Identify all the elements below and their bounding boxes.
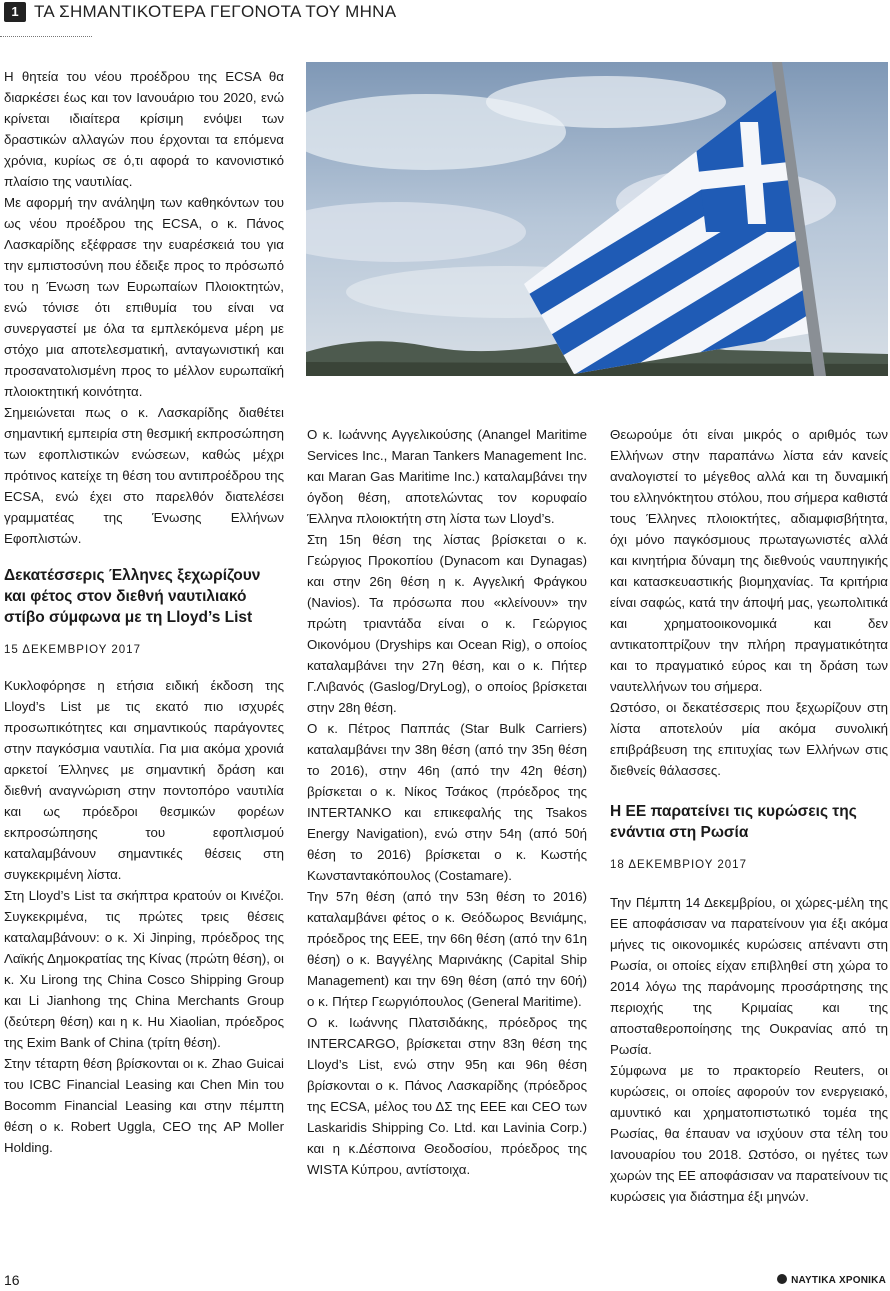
brand-name: ΝΑΥΤΙΚΑ ΧΡΟΝΙΚΑ [791, 1275, 886, 1286]
intro-paragraph: Η θητεία του νέου προέδρου της ECSA θα διαρκέσει έως και τον Ιανουάριο του 2020, ενώ κρίνεται ιδιαίτερα κρίσιμη ενόψει των δραστικών αλλαγών που έρχονται τα επόμενα χρόνια, κυρίως σε ό,τι αφορά το κανονιστικό πλαίσιο της ναυτιλίας. [4, 69, 284, 189]
section-badge: 1 [4, 2, 26, 22]
article-paragraph: Ο κ. Ιωάννης Αγγελικούσης (Anangel Maritime Services Inc., Maran Tankers Management Inc. και Maran Gas Maritime Inc.) καταλαμβάνει την όγδοη θέση, αποτελώντας τον κορυφαίο Έλληνα πλοιοκτήτη στη λίστα των Lloyd’s. [307, 427, 587, 526]
article-title-sanctions: Η ΕΕ παρατείνει τις κυρώσεις της ενάντια στη Ρωσία [610, 803, 857, 841]
column-right [610, 424, 888, 1207]
publication-brand [777, 1274, 886, 1286]
page-number: 16 [4, 1272, 20, 1288]
article-paragraph: Ωστόσο, οι δεκατέσσερις που ξεχωρίζουν στη λίστα αποτελούν μία ακόμα συνολική επιβράβευση της επιτυχίας των Ελλήνων στις διεθνείς θάλασσες. [610, 700, 888, 778]
flag-illustration [306, 62, 888, 376]
section-title: ΤΑ ΣΗΜΑΝΤΙΚΟΤΕΡΑ ΓΕΓΟΝΟΤΑ ΤΟΥ ΜΗΝΑ [34, 2, 397, 21]
header-divider [0, 36, 92, 37]
page-header [0, 0, 890, 40]
column-middle [307, 424, 587, 1180]
article-paragraph: Ο κ. Πέτρος Παππάς (Star Bulk Carriers) καταλαμβάνει την 38η θέση (από την 35η θέση το 2016), στην 46η (από την 42η θέση) βρίσκεται ο κ. Νίκος Τσάκος (πρόεδρος της INTERTANKO και επικεφαλής της Tsakos Energy Navigation), ενώ στην 54η (από 50ή θέση το 2016) βρίσκεται ο κ. Κωστής Κωνσταντακόπουλος (Costamare). [307, 721, 587, 883]
brand-logo-icon [777, 1274, 787, 1284]
article-paragraph: Κυκλοφόρησε η ετήσια ειδική έκδοση της Lloyd’s List με τις εκατό πιο ισχυρές προσωπικότητες και σημαντικούς παράγοντες στην παγκόσμια ναυτιλία. Για μια ακόμα χρονιά αρκετοί Έλληνες με σημαντική δράση και διεθνή αναγνώριση στην ποντοπόρο ναυτιλία και ως πρόεδροι θεσμικών φορέων εκπροσώπησης του εφοπλισμού καταλαμβάνουν σημαντικές θέσεις στη συγκεκριμένη λίστα. [4, 678, 284, 882]
article-date-sanctions: 18 ΔΕΚΕΜΒΡΙΟΥ 2017 [610, 859, 747, 871]
intro-paragraph: Με αφορμή την ανάληψη των καθηκόντων του ως νέου προέδρου της ECSA, ο κ. Πάνος Λασκαρίδης εξέφρασε την ευαρέσκειά του για την εμπιστοσύνη που έδειξε προς το πρόσωπό του η Ένωση των Ευρωπαίων Πλοιοκτητών, ενώ τόνισε ότι επιθυμία του είναι να συνεργαστεί με όλα τα εμπλεκόμενα μέρη με στόχο μια αποτελεσματική, ανταγωνιστική και προσανατολισμένη προς το μέλλον ευρωπαϊκή πλοιοκτητική κοινότητα. [4, 195, 284, 399]
article-paragraph: Σύμφωνα με το πρακτορείο Reuters, οι κυρώσεις, οι οποίες αφορούν τον ενεργειακό, αμυντικό και χρηματοπιστωτικό τομέα της Ρωσίας, θα έπαυαν να ισχύουν στα τέλη του Ιανουαρίου του 2018. Ωστόσο, οι ηγέτες των χωρών της ΕΕ αποφάσισαν να παρατείνουν τις κυρώσεις για διάστημα έξι μηνών. [610, 1063, 888, 1204]
column-left [4, 66, 284, 1158]
article-paragraph: Θεωρούμε ότι είναι μικρός ο αριθμός των Ελλήνων στην παραπάνω λίστα εάν κανείς αναλογιστεί το μέγεθος αλλά και τη δυναμική του ελληνόκτητου στόλου, που σήμερα καθιστά τους Έλληνες πλοιοκτήτες, αδιαμφισβήτητα, όχι μόνο παγκόσμιους πρωταγωνιστές αλλά και κινητήρια δύναμη της διεθνούς ναυπηγικής και κατασκευαστικής βιομηχανίας. Τα κριτήρια είναι σαφώς, κατά την άποψή μας, γεωπολιτικά και χρηματοοικονομικά και δεν αντικατοπτρίζουν την πλήρη πραγματικότητα και το πραγματικό εύρος και τη δράση των ναυτελλήνων του σήμερα. [610, 427, 888, 694]
intro-paragraph: Σημειώνεται πως ο κ. Λασκαρίδης διαθέτει σημαντική εμπειρία στη θεσμική εκπροσώπηση των εφοπλιστικών ενώσεων, καθώς μέχρι πρότινος κατείχε τη θέση του αντιπροέδρου της ECSA, ενώ έχει στο παρελθόν διατελέσει γραμματέας της Ένωσης Ελλήνων Εφοπλιστών. [4, 405, 284, 546]
article-title-lloyds: Δεκατέσσερις Έλληνες ξεχωρίζουν και φέτος στον διεθνή ναυτιλιακό στίβο σύμφωνα με τη Lloyd’s List [4, 567, 261, 626]
article-paragraph: Στη 15η θέση της λίστας βρίσκεται ο κ. Γεώργιος Προκοπίου (Dynacom και Dynagas) και στην 26η θέση η κ. Αγγελική Φράγκου (Navios). Τα πρόσωπα που «κλείνουν» την πρώτη τριαντάδα είναι ο κ. Γεώργιος Οικονόμου (Dryships και Ocean Rig), ο οποίος καταλαμβάνει την 27η θέση, και ο κ. Πήτερ Γ.Λιβανός (Gaslog/DryLog), ο οποίος βρίσκεται στην 28η θέση. [307, 532, 587, 715]
article-paragraph: Την 57η θέση (από την 53η θέση το 2016) καταλαμβάνει φέτος ο κ. Θεόδωρος Βενιάμης, πρόεδρος της ΕΕΕ, την 66η θέση (από την 61η θέση) ο κ. Βαγγέλης Μαρινάκης (Capital Ship Management) και την 69η θέση (από την 60ή) ο κ. Πήτερ Γεωργιόπουλος (General Maritime). [307, 889, 587, 1009]
article-paragraph: Την Πέμπτη 14 Δεκεμβρίου, οι χώρες-μέλη της ΕΕ αποφάσισαν να παρατείνουν για έξι ακόμα μήνες τις οικονομικές κυρώσεις απέναντι στη Ρωσία, οι οποίες είχαν επιβληθεί στη χώρα το 2014 λόγω της παράνομης προσάρτησης της περιοχής της Κριμαίας και της αποσταθεροποίησης της Ουκρανίας από τη Ρωσία. [610, 895, 888, 1057]
article-paragraph: Στην τέταρτη θέση βρίσκονται οι κ. Zhao Guicai του ICBC Financial Leasing και Chen Min του Bocomm Financial Leasing και στην πέμπτη θέση ο κ. Robert Uggla, CEO της AP Moller Holding. [4, 1056, 284, 1155]
article-paragraph: Ο κ. Ιωάννης Πλατσιδάκης, πρόεδρος της INTERCARGO, βρίσκεται στην 83η θέση της Lloyd’s List, ενώ στην 95η και 96η θέση βρίσκονται ο κ. Πάνος Λασκαρίδης (πρόεδρος της ECSA, μέλος του ΔΣ της ΕΕΕ και CEO των Laskaridis Shipping Co. Ltd. και Lavinia Corp.) και η κ.Δέσποινα Θεοδοσίου, πρόεδρος της WISTA Κύπρου, αντίστοιχα. [307, 1015, 587, 1177]
article-paragraph: Στη Lloyd’s List τα σκήπτρα κρατούν οι Κινέζοι. Συγκεκριμένα, τις πρώτες τρεις θέσεις καταλαμβάνουν: ο κ. Xi Jinping, πρόεδρος της Λαϊκής Δημοκρατίας της Κίνας (πρώτη θέση), οι κ. Xu Lirong της China Cosco Shipping Group και Li Jianhong της China Merchants Group (δεύτερη θέση) και η κ. Hu Xiaolian, πρόεδρος της Exim Bank of China (τρίτη θέση). [4, 888, 284, 1050]
article-date-lloyds: 15 ΔΕΚΕΜΒΡΙΟΥ 2017 [4, 644, 141, 656]
greek-flag-photo [306, 62, 888, 376]
